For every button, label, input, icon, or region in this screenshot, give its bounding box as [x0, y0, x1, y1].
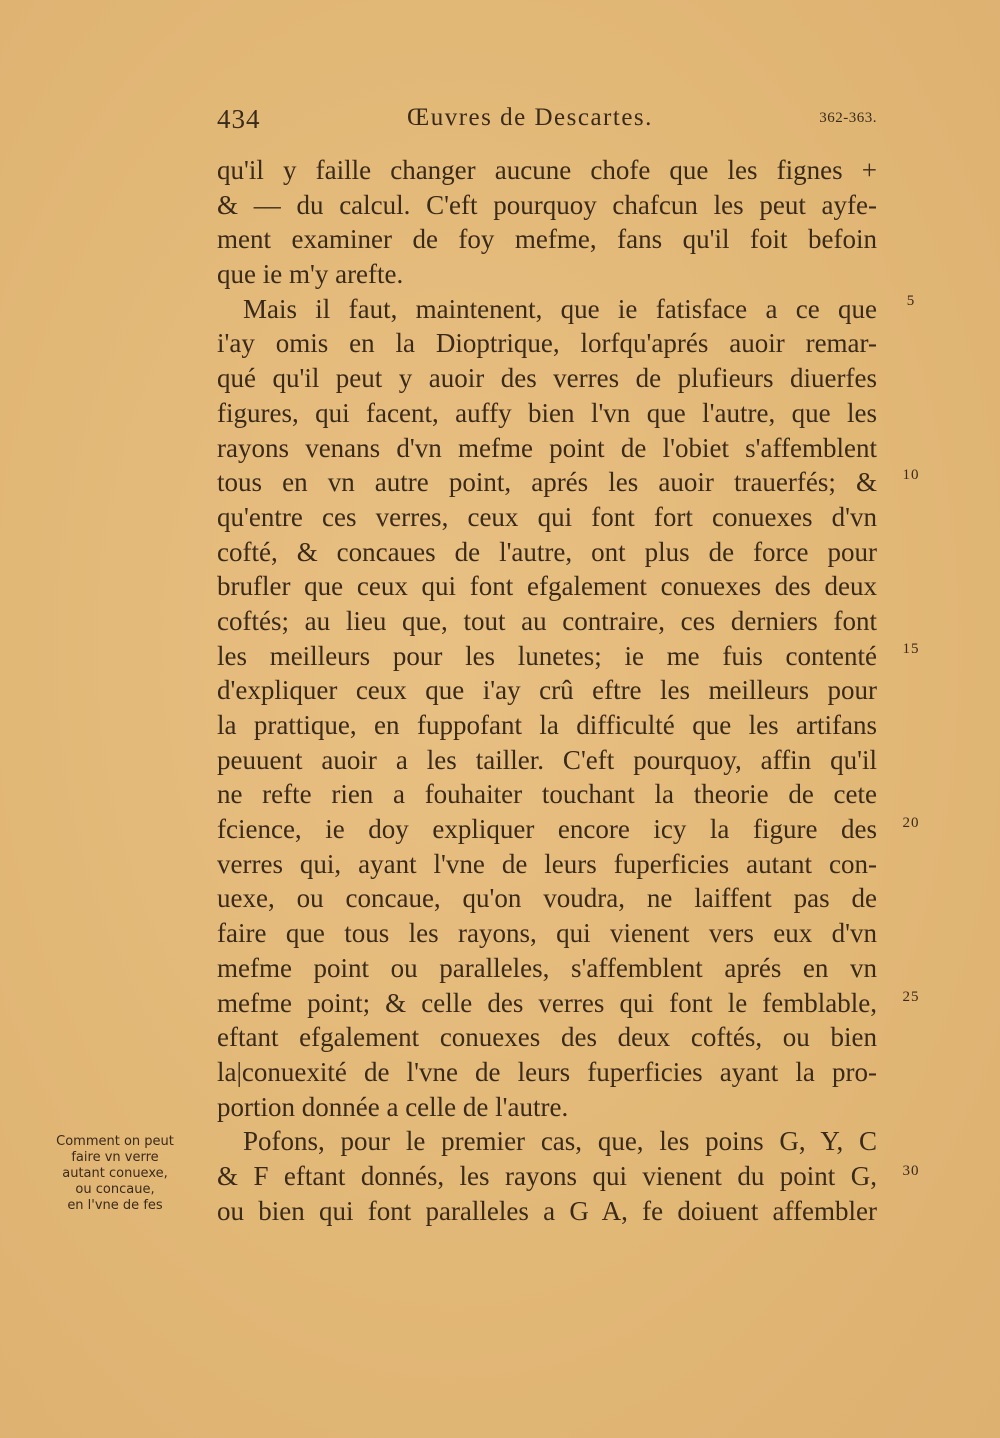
margin-note-line: Comment on peut — [56, 1134, 174, 1149]
text-line: portion donnée a celle de l'autre. — [217, 1091, 569, 1122]
book-title: Œuvres de Descartes. — [407, 104, 653, 131]
text-line: verres qui, ayant l'vne de leurs fuperficies autant con- — [217, 848, 877, 879]
line-number: 20 — [902, 815, 920, 831]
line-number: 25 — [902, 989, 920, 1005]
text-line: tous en vn autre point, aprés les auoir trauerfés; & — [217, 467, 877, 498]
line-number: 5 — [906, 293, 916, 309]
text-line: la|conuexité de l'vne de leurs fuperficies ayant la pro- — [217, 1056, 877, 1087]
text-line: que ie m'y arefte. — [217, 259, 404, 290]
running-head — [217, 104, 877, 144]
margin-note-line: autant conuexe, — [62, 1166, 168, 1181]
folio-range: 362-363. — [819, 110, 877, 126]
text-line: qu'il y faille changer aucune chofe que les fignes + — [217, 155, 877, 185]
page-number: 434 — [217, 104, 261, 134]
text-line: la prattique, en fuppofant la difficulté que les artifans — [217, 710, 877, 740]
text-line: ne refte rien a fouhaiter touchant la theorie de cete — [217, 779, 877, 810]
text-line: ment examiner de foy mefme, fans qu'il foit befoin — [217, 224, 877, 255]
text-line: les meilleurs pour les lunetes; ie me fuis contenté — [217, 640, 877, 671]
text-line: figures, qui facent, auffy bien l'vn que l'autre, que les — [217, 397, 877, 428]
body-text — [217, 153, 877, 1228]
margin-note-line: faire vn verre — [71, 1150, 159, 1165]
text-line: Pofons, pour le premier cas, que, les poins G, Y, C — [243, 1126, 877, 1157]
text-line: mefme point ou paralleles, s'affemblent aprés en vn — [217, 952, 877, 983]
text-line: d'expliquer ceux que i'ay crû eftre les meilleurs pour — [217, 675, 877, 706]
text-line: & — du calcul. C'eft pourquoy chafcun les peut ayfe- — [217, 189, 877, 220]
text-line: coftés; au lieu que, tout au contraire, ces derniers font — [217, 605, 877, 636]
text-line: ou bien qui font paralleles a G A, fe doiuent affembler — [217, 1195, 877, 1226]
text-line: qué qu'il peut y auoir des verres de plufieurs diuerfes — [217, 363, 877, 394]
text-line: uexe, ou concaue, qu'on voudra, ne laiffent pas de — [217, 883, 877, 914]
text-line: cofté, & concaues de l'autre, ont plus de force pour — [217, 536, 877, 567]
line-number: 15 — [902, 641, 920, 657]
text-line: rayons venans d'vn mefme point de l'obiet s'affemblent — [217, 432, 877, 463]
text-line: qu'entre ces verres, ceux qui font fort conuexes d'vn — [217, 501, 877, 532]
line-number: 10 — [902, 467, 920, 483]
margin-note — [30, 1134, 200, 1214]
text-line: peuuent auoir a les tailler. C'eft pourquoy, affin qu'il — [217, 744, 877, 775]
text-line: i'ay omis en la Dioptrique, lorfqu'aprés auoir remar- — [217, 328, 877, 359]
text-line: mefme point; & celle des verres qui font le femblable, — [217, 987, 877, 1018]
text-line: Mais il faut, maintenent, que ie fatisface a ce que — [243, 293, 877, 324]
text-line: & F eftant donnés, les rayons qui vienent du point G, — [217, 1160, 877, 1191]
text-line: faire que tous les rayons, qui vienent vers eux d'vn — [217, 918, 877, 949]
text-line: eftant efgalement conuexes des deux coftés, ou bien — [217, 1022, 877, 1053]
margin-note-line: en l'vne de fes — [67, 1198, 163, 1213]
text-line: brufler que ceux qui font efgalement conuexes des deux — [217, 571, 877, 602]
text-line: fcience, ie doy expliquer encore icy la figure des — [217, 814, 877, 845]
line-number: 30 — [902, 1163, 920, 1179]
margin-note-line: ou concaue, — [75, 1182, 155, 1197]
